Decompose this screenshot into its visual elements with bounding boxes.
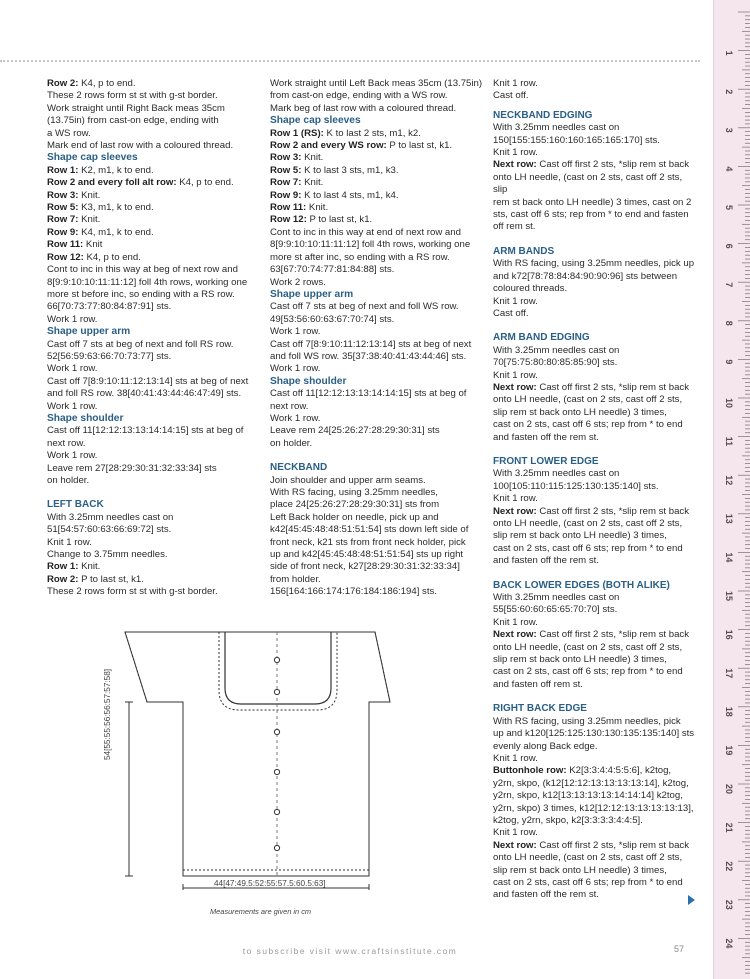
heading-shape-shoulder: Shape shoulder xyxy=(270,375,347,387)
ruler-number: 8 xyxy=(724,320,734,326)
ruler-number: 7 xyxy=(724,282,734,288)
heading-arm-band-edging: ARM BAND EDGING xyxy=(493,332,590,344)
height-measurement: 54[55:55:56:56:57:57:58] xyxy=(103,668,112,760)
ruler-number: 12 xyxy=(724,475,734,486)
column-2: Work straight until Left Back meas 35cm (13.75in) from cast-on edge, ending with a WS row. Mark beg of last row with a coloured thread. Shape cap sleeves Row 1 (RS): K to last 2 sts, m1, k2. Row 2 and every WS row: P to last st, k1. Row 3: Knit. Row 5: K to last 3 sts, m1, k3. Row 7: Knit. Row 9: K to last 4 sts, m1, k4. Row 11: Knit. Row 12: P to last st, k1. Cont to inc in this way at end of next row and 8[9:9:10:10:11:11:12] foll 4th rows, working one more st after inc, so ending with a RS row. 63[67:70:74:77:81:84:88] sts. Work 2 rows. Shape upper arm Cast off 7 sts at beg of next and foll WS row. 49[53:56:60:63:67:70:74] sts. Work 1 row. Cast off 7[8:9:10:11:12:13:14] sts at beg of next and foll WS row. 35[37:38:40:41:43:44:46] sts. Work 1 row. Shape shoulder Cast off 11[12:12:13:13:14:14:15] sts at beg of next row. Work 1 row. Leave rem 24[25:26:27:28:29:30:31] sts on holder. NECKBAND Join shoulder and upper arm seams. With RS facing, using 3.25mm needles, place 24[25:26:27:28:29:30:31] sts from Left Back holder on needle, pick up and k42[45:45:48:48:51:51:54] sts down left side of front neck, k21 sts from front neck holder, pick up and k42[45:45:48:48:51:51:54] sts up right side of front neck, k27[28:29:30:31:32:33:34] from holder. 156[164:166:174:176:184:186:194] sts. xyxy=(270,78,486,599)
column-1: Row 2: K4, p to end. These 2 rows form st st with g-st border. Work straight until Right Back meas 35cm (13.75in) from cast-on edge, ending with a WS row. Mark end of last row with a coloured thread. Shape cap sleeves Row 1: K2, m1, k to end. Row 2 and every foll alt row: K4, p to end. Row 3: Knit. Row 5: K3, m1, k to end. Row 7: Knit. Row 9: K4, m1, k to end. Row 11: Knit Row 12: K4, p to end. Cont to inc in this way at beg of next row and 8[9:9:10:10:11:11:12] foll 4th rows, working one more st before inc, so ending with a RS row. 66[70:73:77:80:84:87:91] sts. Work 1 row. Shape upper arm Cast off 7 sts at beg of next and foll RS row. 52[56:59:63:66:70:73:77] sts. Work 1 row. Cast off 7[8:9:10:11:12:13:14] sts at beg of next and foll RS row. 38[40:41:43:44:46:47:49] sts. Work 1 row. Shape shoulder Cast off 11[12:12:13:13:14:14:15] sts at beg of next row. Work 1 row. Leave rem 27[28:29:30:31:32:33:34] sts on holder. LEFT BACK With 3.25mm needles cast on 51[54:57:60:63:66:69:72] sts. Knit 1 row. Change to 3.75mm needles. Row 1: Knit. Row 2: P to last st, k1. These 2 rows form st st with g-st border. xyxy=(47,78,263,599)
ruler-number: 2 xyxy=(724,89,734,95)
top-dotted-rule xyxy=(0,60,700,62)
ruler-number: 5 xyxy=(724,205,734,211)
subscribe-footer: to subscribe visit www.craftsinstitute.com xyxy=(242,946,458,956)
heading-arm-bands: ARM BANDS xyxy=(493,245,555,257)
ruler-number: 16 xyxy=(724,629,734,640)
heading-neckband-edging: NECKBAND EDGING xyxy=(493,109,593,121)
heading-shape-upper-arm: Shape upper arm xyxy=(47,326,131,338)
ruler-number: 9 xyxy=(724,359,734,365)
heading-back-lower-edges: BACK LOWER EDGES (BOTH ALIKE) xyxy=(493,579,670,591)
measurement-note: Measurements are given in cm xyxy=(210,907,312,916)
ruler-number: 4 xyxy=(724,166,734,172)
ruler-number: 3 xyxy=(724,127,734,133)
ruler-number: 17 xyxy=(724,668,734,679)
ruler-number: 10 xyxy=(724,398,734,409)
heading-right-back-edge: RIGHT BACK EDGE xyxy=(493,703,587,715)
ruler-number: 20 xyxy=(724,784,734,795)
width-measurement: 44[47:49.5:52:55:57.5:60.5:63] xyxy=(214,879,326,888)
heading-front-lower-edge: FRONT LOWER EDGE xyxy=(493,455,599,467)
ruler-number: 14 xyxy=(724,552,734,563)
ruler-number: 11 xyxy=(724,436,734,447)
garment-schematic xyxy=(105,620,405,890)
ruler-number: 18 xyxy=(724,706,734,717)
heading-shape-upper-arm: Shape upper arm xyxy=(270,288,354,300)
ruler-number: 15 xyxy=(724,591,734,602)
ruler-number: 13 xyxy=(724,513,734,524)
ruler-number: 22 xyxy=(724,861,734,872)
ruler-number: 24 xyxy=(724,938,734,949)
ruler-number: 23 xyxy=(724,899,734,910)
heading-shape-shoulder: Shape shoulder xyxy=(47,412,124,424)
ruler-ticks xyxy=(714,0,750,979)
continue-arrow-icon xyxy=(688,895,695,905)
heading-left-back: LEFT BACK xyxy=(47,499,104,511)
heading-neckband: NECKBAND xyxy=(270,462,328,474)
page-ruler xyxy=(713,0,750,979)
ruler-number: 1 xyxy=(724,50,734,56)
heading-shape-cap-sleeves: Shape cap sleeves xyxy=(270,115,361,127)
ruler-number: 19 xyxy=(724,745,734,756)
column-3: Knit 1 row. Cast off. NECKBAND EDGING With 3.25mm needles cast on 150[155:155:160:160:165:165:170] sts. Knit 1 row. Next row: Cast off first 2 sts, *slip rem st back onto LH needle, (cast on 2 sts, cast off 2 sts, slip rem st back onto LH needle) 3 times, cast on 2 sts, cast off 6 sts; rep from * to end and fasten off rem st. ARM BANDS With RS facing, using 3.25mm needles, pick up and k72[78:78:84:84:90:90:96] sts between coloured threads. Knit 1 row. Cast off. ARM BAND EDGING With 3.25mm needles cast on 70[75:75:80:80:85:85:90] sts. Knit 1 row. Next row: Cast off first 2 sts, *slip rem st back onto LH needle, (cast on 2 sts, cast off 2 sts, slip rem st back onto LH needle) 3 times, cast on 2 sts, cast off 6 sts; rep from * to end and fasten off the rem st. FRONT LOWER EDGE With 3.25mm needles cast on 100[105:110:115:125:130:135:140] sts. Knit 1 row. Next row: Cast off first 2 sts, *slip rem st back onto LH needle, (cast on 2 sts, cast off 2 sts, slip rem st back onto LH needle) 3 times, cast on 2 sts, cast off 6 sts; rep from * to end and fasten off the rem st. BACK LOWER EDGES (BOTH ALIKE) With 3.25mm needles cast on 55[55:60:60:65:65:70:70] sts. Knit 1 row. Next row: Cast off first 2 sts, *slip rem st back onto LH needle, (cast on 2 sts, cast off 2 sts, slip rem st back onto LH needle) 3 times, cast on 2 sts, cast off 6 sts; rep from * to end and fasten off rem st. RIGHT BACK EDGE With RS facing, using 3.25mm needles, pick up and k120[125:125:130:130:135:135:140] sts evenly along Back edge. Knit 1 row. Buttonhole row: K2[3:3:4:4:5:5:6], k2tog, y2rn, skpo, (k12[12:12:13:13:13:13:14], k2tog, y2rn, skpo, k12[13:13:13:13:14:14:14] k2tog, y2rn, skpo) 3 times, k12[12:12:13:13:13:13:13], k2tog, y2rn, skpo, k2[3:3:3:3:4:4:5]. Knit 1 row. Next row: Cast off first 2 sts, *slip rem st back onto LH needle, (cast on 2 sts, cast off 2 sts, slip rem st back onto LH needle) 3 times, cast on 2 sts, cast off 6 sts; rep from * to end and fasten off the rem st. xyxy=(493,78,697,902)
ruler-number: 6 xyxy=(724,243,734,249)
page-number: 57 xyxy=(674,944,685,954)
heading-shape-cap-sleeves: Shape cap sleeves xyxy=(47,152,138,164)
ruler-number: 21 xyxy=(724,822,734,833)
